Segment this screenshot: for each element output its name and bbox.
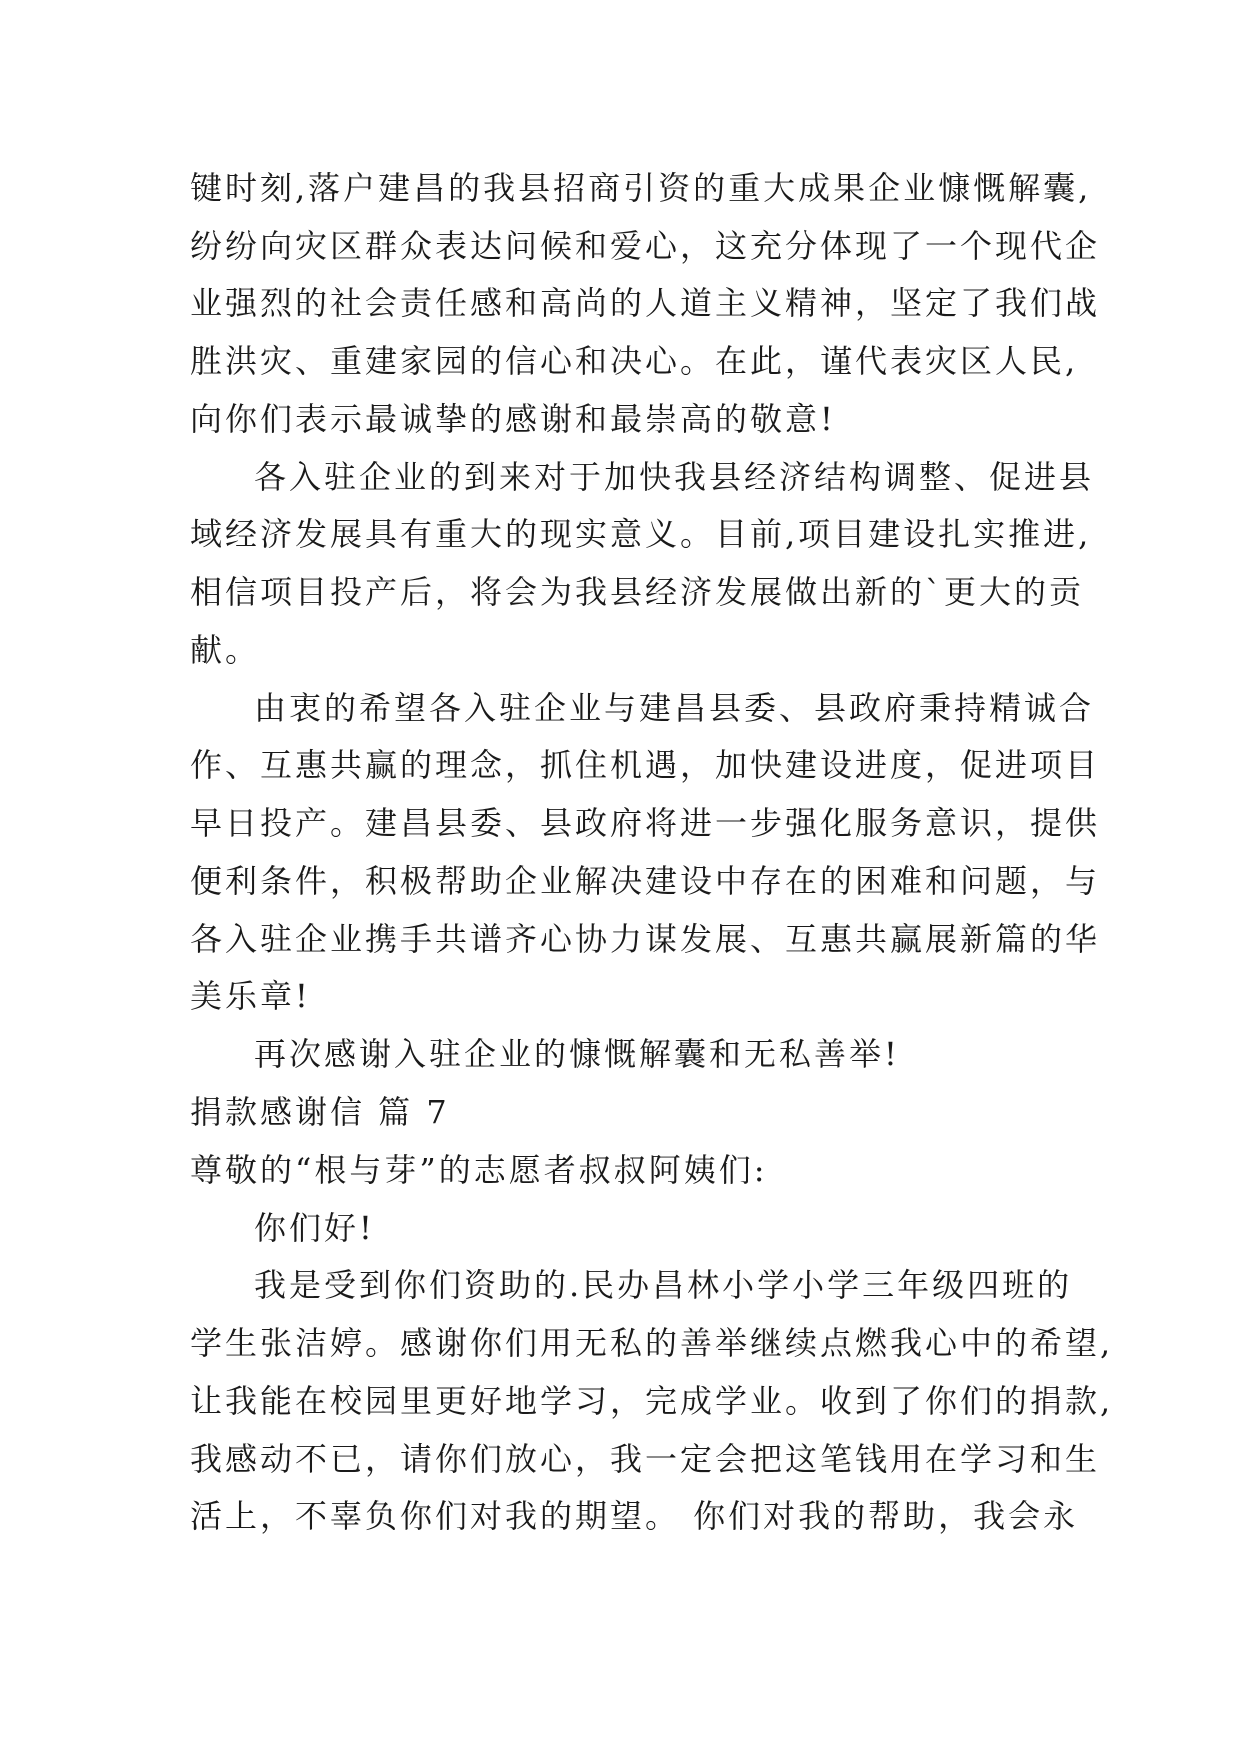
paragraph-first-line: 各入驻企业的到来对于加快我县经济结构调整、促进县	[254, 458, 1095, 496]
text-line: 美乐章!	[190, 977, 311, 1015]
paragraph-first-line: 我是受到你们资助的.民办昌林小学小学三年级四班的	[254, 1266, 1073, 1304]
text-line: 域经济发展具有重大的现实意义。目前,项目建设扎实推进,	[190, 515, 1092, 553]
text-line: 胜洪灾、重建家园的信心和决心。在此，谨代表灾区人民,	[190, 342, 1079, 380]
text-line: 早日投产。建昌县委、县政府将进一步强化服务意识，提供	[190, 804, 1101, 842]
paragraph-first-line: 由衷的希望各入驻企业与建昌县委、县政府秉持精诚合	[254, 689, 1095, 727]
text-line: 便利条件，积极帮助企业解决建设中存在的困难和问题，与	[190, 862, 1101, 900]
text-line: 我感动不已，请你们放心，我一定会把这笔钱用在学习和生	[190, 1440, 1101, 1478]
text-line: 学生张洁婷。感谢你们用无私的善举继续点燃我心中的希望,	[190, 1324, 1114, 1362]
text-line: 活上，不辜负你们对我的期望。 你们对我的帮助，我会永	[190, 1497, 1079, 1535]
text-line: 键时刻,落户建昌的我县招商引资的重大成果企业慷慨解囊,	[190, 169, 1092, 207]
greeting: 你们好!	[254, 1209, 375, 1247]
text-line: 作、互惠共赢的理念，抓住机遇，加快建设进度，促进项目	[190, 746, 1101, 784]
text-line: 业强烈的社会责任感和高尚的人道主义精神，坚定了我们战	[190, 284, 1101, 322]
text-line: 相信项目投产后，将会为我县经济发展做出新的`更大的贡	[190, 573, 1085, 611]
paragraph-first-line: 再次感谢入驻企业的慷慨解囊和无私善举!	[254, 1035, 900, 1073]
text-line: 各入驻企业携手共谱齐心协力谋发展、互惠共赢展新篇的华	[190, 920, 1101, 958]
section-heading: 捐款感谢信 篇 7	[190, 1093, 450, 1131]
text-line: 纷纷向灾区群众表达问候和爱心，这充分体现了一个现代企	[190, 227, 1101, 265]
text-line: 向你们表示最诚挚的感谢和最崇高的敬意!	[190, 400, 836, 438]
text-line: 让我能在校园里更好地学习，完成学业。收到了你们的捐款,	[190, 1382, 1114, 1420]
salutation: 尊敬的“根与芽”的志愿者叔叔阿姨们:	[190, 1151, 768, 1189]
text-line: 献。	[190, 631, 261, 669]
